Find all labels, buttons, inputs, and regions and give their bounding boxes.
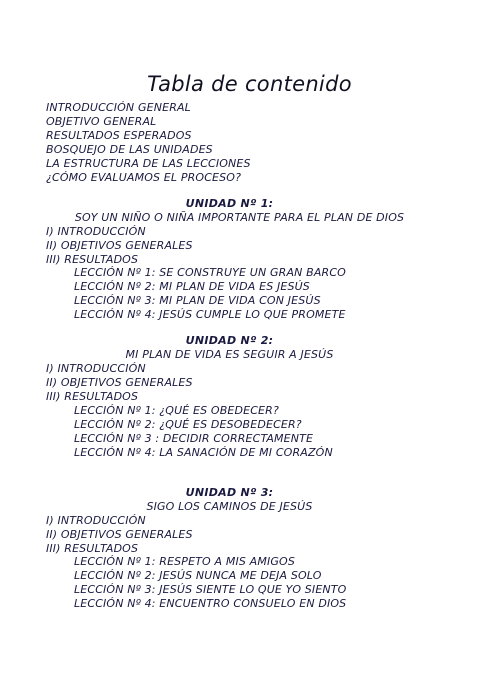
toc-section: II) OBJETIVOS GENERALES	[46, 239, 193, 252]
toc-entry: OBJETIVO GENERAL	[46, 115, 157, 128]
unit-subtitle: SIGO LOS CAMINOS DE JESÚS	[146, 500, 313, 513]
unit-subtitle: MI PLAN DE VIDA ES SEGUIR A JESÚS	[125, 348, 334, 361]
unit-subtitle: SOY UN NIÑO O NIÑA IMPORTANTE PARA EL PLAN DE DIOS	[74, 211, 405, 224]
toc-lesson: LECCIÓN Nº 3: MI PLAN DE VIDA CON JESÚS	[74, 294, 321, 307]
toc-lesson: LECCIÓN Nº 1: ¿QUÉ ES OBEDECER?	[74, 404, 279, 417]
toc-section: I) INTRODUCCIÓN	[46, 225, 146, 238]
toc-lesson: LECCIÓN Nº 1: RESPETO A MIS AMIGOS	[74, 555, 295, 568]
toc-section: III) RESULTADOS	[46, 542, 139, 555]
toc-entry: ¿CÓMO EVALUAMOS EL PROCESO?	[46, 171, 242, 184]
unit-heading: UNIDAD Nº 3:	[185, 486, 274, 499]
toc-section: III) RESULTADOS	[46, 253, 139, 266]
unit-heading: UNIDAD Nº 1:	[185, 197, 274, 210]
toc-section: II) OBJETIVOS GENERALES	[46, 376, 193, 389]
toc-lesson: LECCIÓN Nº 2: ¿QUÉ ES DESOBEDECER?	[74, 418, 302, 431]
unit-heading: UNIDAD Nº 2:	[185, 334, 274, 347]
toc-lesson: LECCIÓN Nº 1: SE CONSTRUYE UN GRAN BARCO	[74, 266, 346, 279]
toc-lesson: LECCIÓN Nº 4: JESÚS CUMPLE LO QUE PROMETE	[74, 308, 346, 321]
toc-lesson: LECCIÓN Nº 3 : DECIDIR CORRECTAMENTE	[74, 432, 314, 445]
toc-lesson: LECCIÓN Nº 2: MI PLAN DE VIDA ES JESÚS	[74, 280, 310, 293]
toc-section: III) RESULTADOS	[46, 390, 139, 403]
toc-entry: RESULTADOS ESPERADOS	[46, 129, 192, 142]
toc-section: I) INTRODUCCIÓN	[46, 362, 146, 375]
toc-entry: INTRODUCCIÓN GENERAL	[46, 101, 191, 114]
toc-lesson: LECCIÓN Nº 4: ENCUENTRO CONSUELO EN DIOS	[74, 597, 347, 610]
toc-lesson: LECCIÓN Nº 4: LA SANACIÓN DE MI CORAZÓN	[74, 446, 333, 459]
toc-lesson: LECCIÓN Nº 3: JESÚS SIENTE LO QUE YO SIENTO	[74, 583, 347, 596]
page-title: Tabla de contenido	[147, 72, 352, 96]
toc-lesson: LECCIÓN Nº 2: JESÚS NUNCA ME DEJA SOLO	[74, 569, 322, 582]
toc-entry: BOSQUEJO DE LAS UNIDADES	[46, 143, 213, 156]
toc-entry: LA ESTRUCTURA DE LAS LECCIONES	[46, 157, 251, 170]
toc-section: II) OBJETIVOS GENERALES	[46, 528, 193, 541]
toc-section: I) INTRODUCCIÓN	[46, 514, 146, 527]
